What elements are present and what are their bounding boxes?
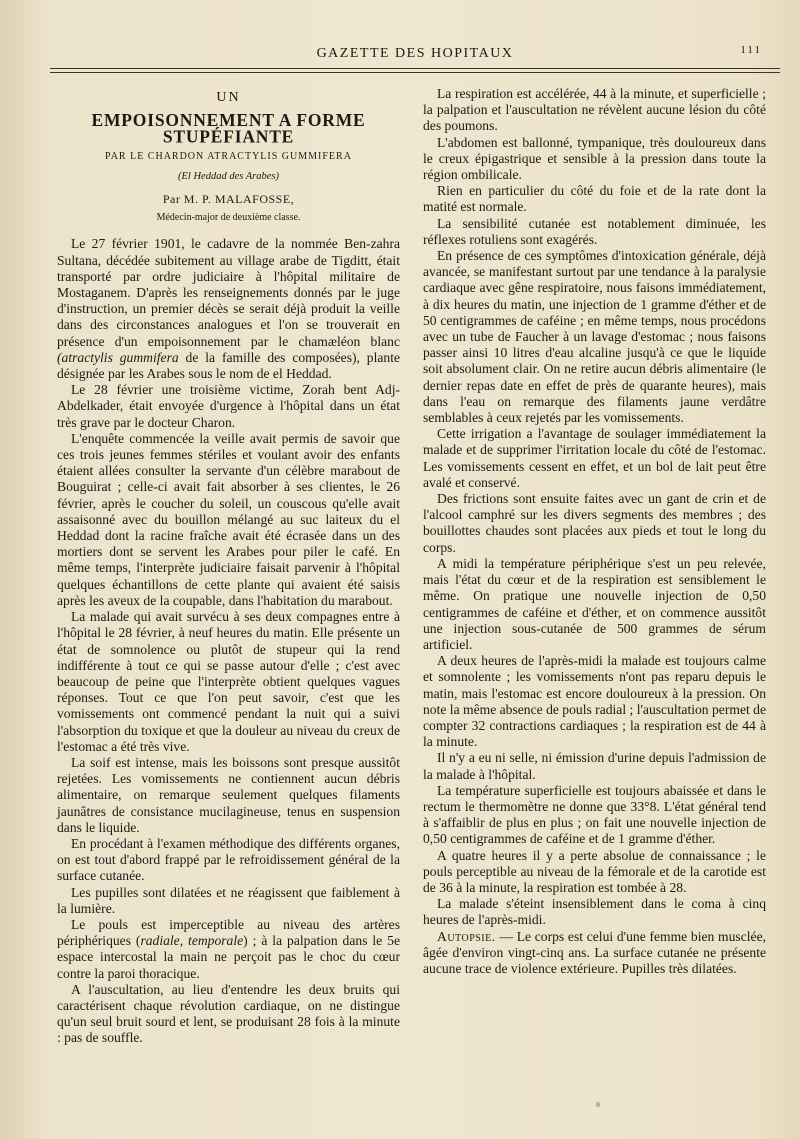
arabic-name: (El Heddad des Arabes) bbox=[178, 170, 279, 182]
author-position: Médecin-major de deuxième classe. bbox=[156, 212, 301, 224]
right-column bbox=[423, 86, 766, 977]
article-heading bbox=[57, 90, 400, 226]
header-rule-thick bbox=[50, 72, 780, 73]
autopsy-label: Autopsie. bbox=[437, 928, 496, 944]
article-kicker: UN bbox=[216, 90, 241, 105]
running-title: GAZETTE DES HOPITAUX bbox=[316, 46, 514, 61]
article-subtitle: PAR LE CHARDON ATRACTYLIS GUMMIFERA bbox=[105, 150, 352, 162]
paragraph: A l'auscultation, au lieu d'entendre les deux bruits qui caractérisent chaque révolution cardiaque, on ne distingue qu'un seul bruit sourd et lent, se produisant 28 fois à la minute : pas de souffle. bbox=[57, 981, 400, 1046]
header-rule-thin bbox=[50, 68, 780, 69]
paragraph: Il n'y a eu ni selle, ni émission d'urine depuis l'admission de la malade à l'hôpital. bbox=[423, 750, 766, 782]
paragraph: Le 27 février 1901, le cadavre de la nommée Ben-zahra Sultana, décédée subitement au village arabe de Tigditt, était transporté par ordre judiciaire à l'hôpital militaire de Mostaganem. D'après les renseignements donnés par le juge d'instruction, un premier décès se serait déjà produit la veille dans des circonstances analogues et l'on se trouverait en présence d'un empoisonnement par le chamæléon blanc (atractylis gummifera de la famille des composées), plante désignée par les Arabes sous le nom de el Heddad. bbox=[57, 236, 400, 382]
paragraph: Rien en particulier du côté du foie et de la rate dont la matité est normale. bbox=[423, 183, 766, 215]
paragraph: La malade s'éteint insensiblement dans le coma à cinq heures de l'après-midi. bbox=[423, 896, 766, 928]
paragraph: La soif est intense, mais les boissons sont presque aussitôt rejetées. Les vomissements ne contiennent aucun débris alimentaire, on remarque seulement quelques filaments jaunâtres de consistance mucilagineuse, tenus en suspension dans le liquide. bbox=[57, 754, 400, 835]
article-title: EMPOISONNEMENT A FORME STUPÉFIANTE bbox=[91, 109, 366, 148]
paragraph: Cette irrigation a l'avantage de soulager immédiatement la malade et de supprimer l'irritation locale du côté de l'estomac. Les vomissements cessent en effet, et un bol de lait peut être avalé et conservé. bbox=[423, 426, 766, 490]
page-header bbox=[50, 44, 780, 74]
paragraph: La température superficielle est toujours abaissée et dans le rectum le thermomètre ne donne que 33°8. L'état général tend à s'affaiblir de plus en plus ; on fait une nouvelle injection de 0,50 centigrammes de caféine et de 1 gramme d'éther. bbox=[423, 782, 766, 847]
paragraph: Les pupilles sont dilatées et ne réagissent que faiblement à la lumière. bbox=[57, 884, 400, 916]
author-byline: Par M. P. MALAFOSSE, bbox=[162, 192, 295, 207]
artery-names: radiale, temporale bbox=[140, 933, 244, 949]
paragraph: A deux heures de l'après-midi la malade est toujours calme et somnolente ; les vomissements n'ont pas reparu depuis le matin, mais l'estomac est encore douloureux à la pression. On note la même absence de pouls radial ; l'auscultation permet de compter 32 contractions cardiaques ; la respiration est de 44 à la minute. bbox=[423, 653, 766, 750]
paragraph: La malade qui avait survécu à ses deux compagnes entre à l'hôpital le 28 février, à neuf heures du matin. Elle présente un état de somnolence ou plutôt de stupeur qui la rend indifférente à tout ce qui se passe autour d'elle ; c'est avec beaucoup de peine que l'interprète obtient quelques vagues réponses. Tout ce que l'on peut savoir, c'est que les vomissements ont commencé pendant la nuit qui a suivi l'absorption du toxique et que la douleur au niveau du creux de l'estomac a été très vive. bbox=[57, 609, 400, 754]
paper-blemish bbox=[596, 1102, 600, 1107]
paragraph: A quatre heures il y a perte absolue de connaissance ; le pouls perceptible au niveau de la fémorale et de la carotide est de 36 à la minute, la respiration est tombée à 28. bbox=[423, 847, 766, 895]
left-column bbox=[57, 86, 400, 1047]
paragraph: Des frictions sont ensuite faites avec un gant de crin et de l'alcool camphré sur les divers segments des membres ; des bouillottes chaudes sont placées aux pieds et tout le long du corps. bbox=[423, 491, 766, 555]
paragraph: En présence de ces symptômes d'intoxication générale, déjà avancée, se manifestant surtout par une tendance à la paralysie cardiaque avec gêne respiratoire, nous faisons immédiatement, à dix heures du matin, une injection de 1 gramme d'éther et de 50 centigrammes de caféine ; en même temps, nous procédons avec un tube de Faucher à un lavage d'estomac ; nous faisons passer ainsi 10 litres d'eau alcaline jusqu'à ce que le liquide soit absolument clair. On ne retire aucun débris alimentaire (le dernier repas date en effet de près de quarante heures), mais dans l'eau on remarque des filaments jaune verdâtre semblables à ceux rejetés par les vomissements. bbox=[423, 248, 766, 426]
paragraph: L'enquête commencée la veille avait permis de savoir que ces trois jeunes femmes stériles et voulant avoir des enfants étaient allées consulter la servante d'un célèbre marabout de Bouguirat ; celle-ci avait fait absorber à ses clientes, le 26 février, après le coucher du soleil, un couscous qu'elle avait assaisonné avec du bouillon mélangé au suc laiteux du el Heddad dont la racine fraîche avait été écrasée dans un des mortiers dont se servent les Arabes pour piler le café. En même temps, l'interprète judiciaire faisait parvenir à l'hôpital quelques échantillons de cette plante qui avaient été saisis après les aveux de la coupable, dans l'habitation du marabout. bbox=[57, 430, 400, 608]
plant-latin-name: (atractylis gummifera bbox=[57, 349, 179, 365]
paragraph: Autopsie. — Le corps est celui d'une femme bien musclée, âgée d'environ vingt-cinq ans. La surface cutanée ne présente aucune trace de violence extérieure. Pupilles très dilatées. bbox=[423, 928, 766, 976]
page-number: 111 bbox=[740, 44, 762, 56]
paragraph: A midi la température périphérique s'est un peu relevée, mais l'état du cœur et de la respiration est sensiblement le même. On pratique une nouvelle injection de 0,50 centigrammes de caféine et d'éther, et on commence aussitôt une injection sous-cutanée de 500 grammes de sérum artificiel. bbox=[423, 555, 766, 652]
paragraph: L'abdomen est ballonné, tympanique, très douloureux dans le creux épigastrique et sensible à la pression dans toute la région ombilicale. bbox=[423, 134, 766, 183]
paragraph: La respiration est accélérée, 44 à la minute, et superficielle ; la palpation et l'auscultation ne révèlent aucune lésion du côté des poumons. bbox=[423, 86, 766, 134]
paragraph: Le 28 février une troisième victime, Zorah bent Adj-Abdelkader, était envoyée d'urgence à l'hôpital dans un état très grave par le docteur Charon. bbox=[57, 382, 400, 430]
paragraph: La sensibilité cutanée est notablement diminuée, les réflexes rotuliens sont exagérés. bbox=[423, 215, 766, 247]
paragraph: Le pouls est imperceptible au niveau des artères périphériques (radiale, temporale) ; à la palpation dans le 5e espace intercostal la main ne perçoit pas le choc du cœur contre la paroi thoracique. bbox=[57, 916, 400, 981]
paragraph: En procédant à l'examen méthodique des différents organes, on est tout d'abord frappé par le refroidissement général de la surface cutanée. bbox=[57, 835, 400, 884]
